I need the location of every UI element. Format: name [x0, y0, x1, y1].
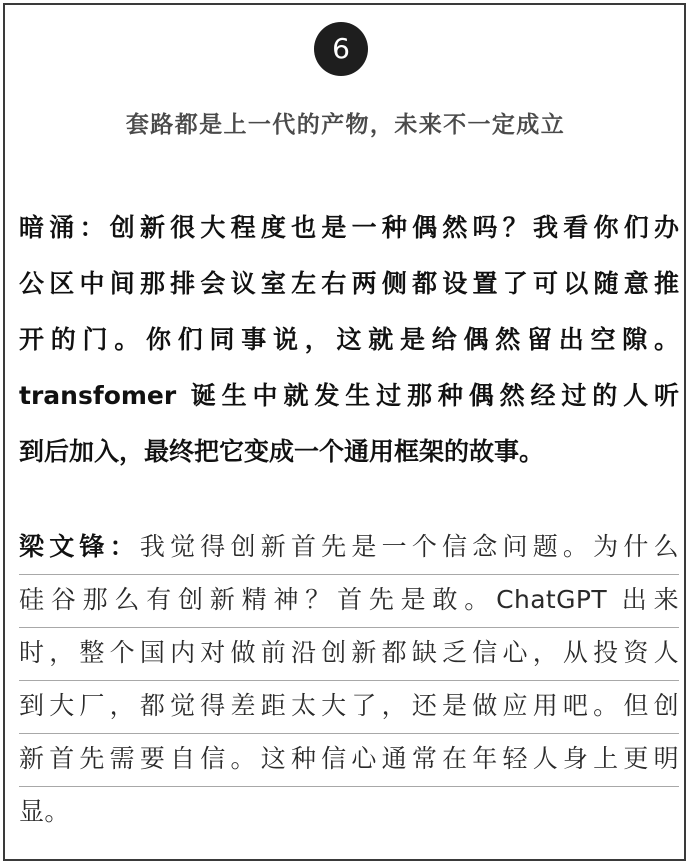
question-line: 开的门。你们同事说，这就是给偶然留出空隙。 [19, 325, 679, 354]
section-number-badge: 6 [314, 22, 368, 76]
answer-line: 新首先需要自信。这种信心通常在年轻人身上更明 [19, 734, 679, 787]
answer-line [19, 522, 679, 575]
question-line: 公区中间那排会议室左右两侧都设置了可以随意推 [19, 269, 679, 298]
answer-line: 显。 [19, 797, 70, 826]
speaker-name: 梁文锋： [19, 532, 140, 561]
answer-line: 硅谷那么有创新精神？首先是敢。ChatGPT 出来 [19, 575, 679, 628]
question-line: 到后加入，最终把它变成一个通用框架的故事。 [19, 437, 545, 466]
question-block [19, 200, 679, 480]
question-line: 暗涌：创新很大程度也是一种偶然吗？我看你们办 [19, 213, 679, 242]
answer-text: 我觉得创新首先是一个信念问题。为什么 [139, 532, 679, 561]
section-title: 套路都是上一代的产物，未来不一定成立 [125, 112, 566, 138]
answer-line: 到大厂，都觉得差距太大了，还是做应用吧。但创 [19, 681, 679, 734]
question-line: transfomer 诞生中就发生过那种偶然经过的人听 [19, 381, 679, 410]
answer-line: 时，整个国内对做前沿创新都缺乏信心，从投资人 [19, 628, 679, 681]
answer-block [19, 522, 679, 840]
